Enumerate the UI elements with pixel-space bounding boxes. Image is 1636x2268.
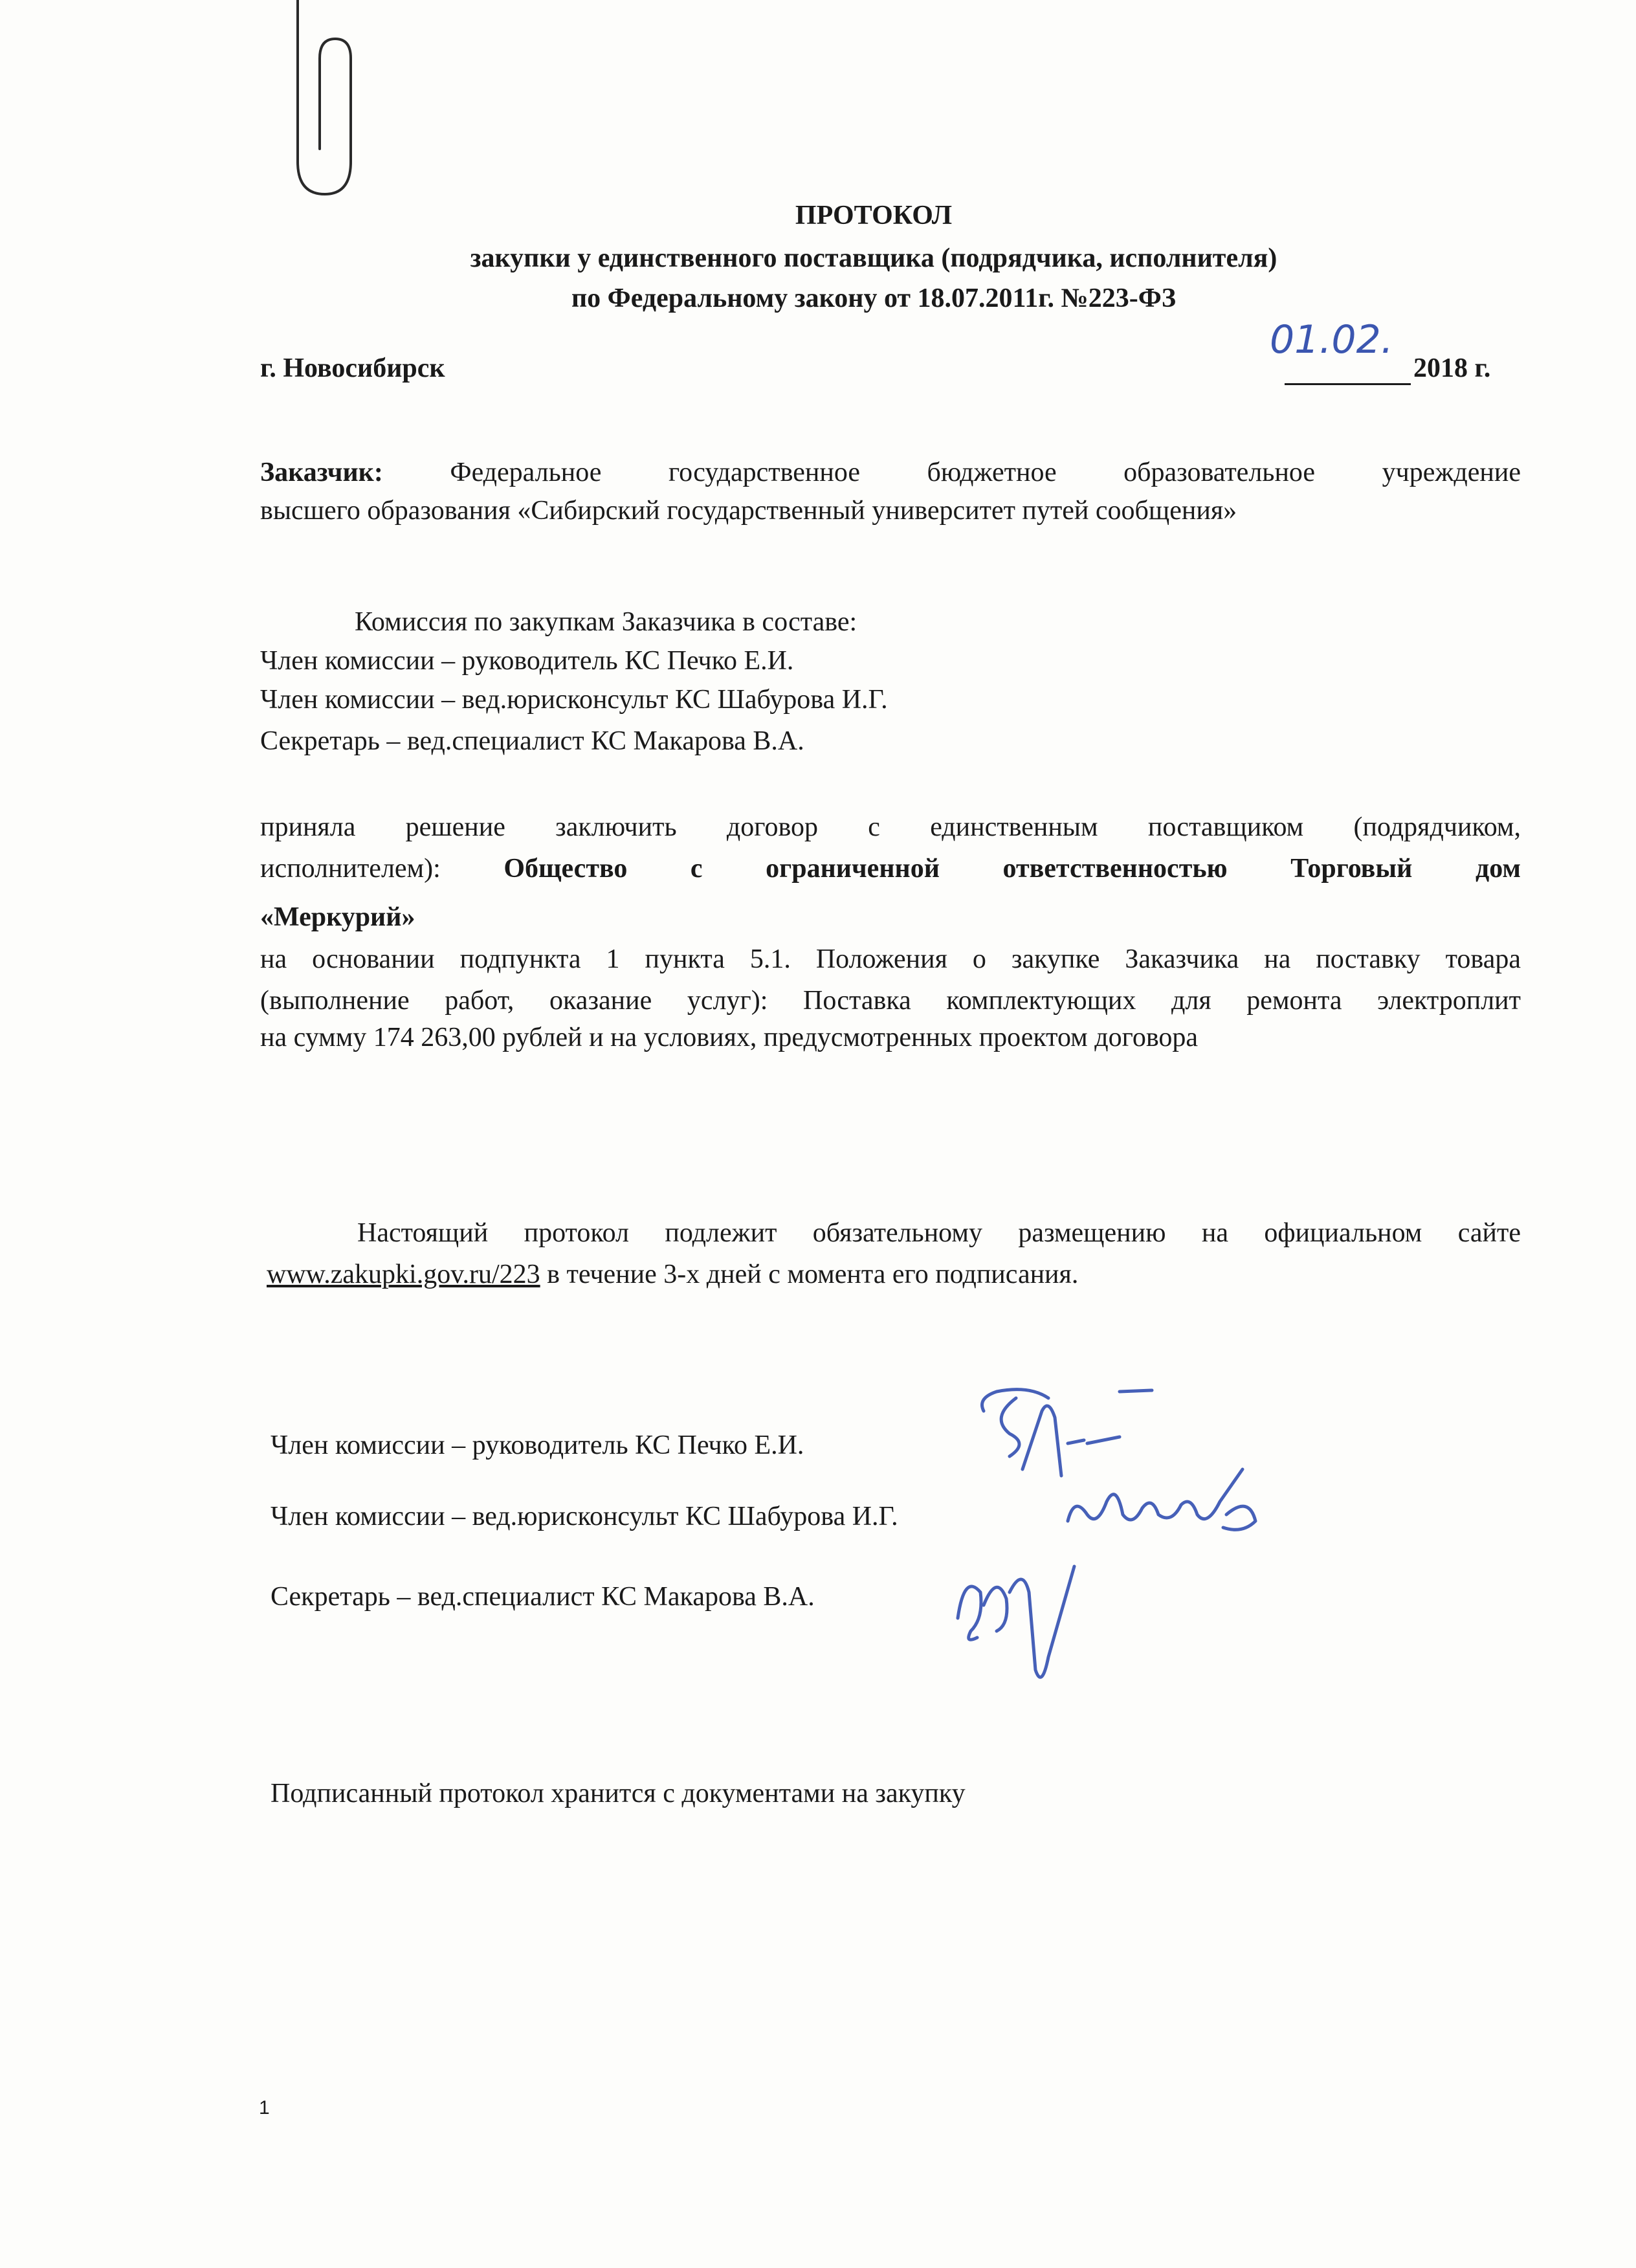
publication-line-2-rest: в течение 3-х дней с момента его подписания. [540,1260,1079,1289]
decision-line-2-prefix: исполнителем): [260,854,441,884]
document-subtitle: закупки у единственного поставщика (подрядчика, исполнителя) [470,243,1277,273]
storage-note: Подписанный протокол хранится с документами на закупку [271,1779,966,1808]
decision-line-2 [260,853,1521,884]
customer-label: Заказчик: [260,458,383,487]
zakupki-link[interactable]: www.zakupki.gov.ru/223 [267,1260,540,1289]
signature-makarova [945,1540,1087,1696]
basis-line-3: на сумму 174 263,00 рублей и на условиях, предусмотренных проектом договора [260,1023,1198,1052]
customer-line-2: высшего образования «Сибирский государственный университет путей сообщения» [260,496,1237,526]
page-number: 1 [259,2097,270,2118]
signatory-1: Член комиссии – руководитель КС Печко Е.И. [271,1430,804,1460]
date-underline [1285,383,1411,385]
basis-line-2: (выполнение работ, оказание услуг): Поставка комплектующих для ремонта электроплит [260,986,1521,1016]
supplier-name-part-2: «Меркурий» [260,902,415,932]
basis-line-1: на основании подпункта 1 пункта 5.1. Положения о закупке Заказчика на поставку товара [260,944,1521,974]
commission-member-1: Член комиссии – руководитель КС Печко Е.И. [260,646,794,676]
handwritten-date: 01.02. [1270,317,1393,362]
decision-line-1: приняла решение заключить договор с единственным поставщиком (подрядчиком, [260,812,1521,842]
city-label: г. Новосибирск [260,353,445,383]
supplier-name-part-1: Общество с ограниченной ответственностью Торговый дом [503,854,1521,884]
signature-shaburova [1061,1456,1268,1553]
commission-member-2: Член комиссии – вед.юрисконсульт КС Шабурова И.Г. [260,685,888,715]
paper-clip-icon [278,0,369,207]
publication-line-2 [267,1261,1078,1288]
document-subtitle-law: по Федеральному закону от 18.07.2011г. №223-ФЗ [571,284,1176,313]
commission-intro: Комиссия по закупкам Заказчика в составе: [355,607,857,637]
customer-name-part-1: Федеральное государственное бюджетное образовательное учреждение [450,458,1521,487]
customer-line-1 [260,457,1521,488]
signatory-2: Член комиссии – вед.юрисконсульт КС Шабурова И.Г. [271,1502,898,1531]
document-title: ПРОТОКОЛ [795,201,953,230]
document-year: 2018 г. [1413,353,1491,383]
publication-line-1: Настоящий протокол подлежит обязательному размещению на официальном сайте [357,1218,1521,1248]
signatory-3: Секретарь – вед.специалист КС Макарова В.А. [271,1582,815,1612]
commission-secretary: Секретарь – вед.специалист КС Макарова В.А. [260,726,804,756]
